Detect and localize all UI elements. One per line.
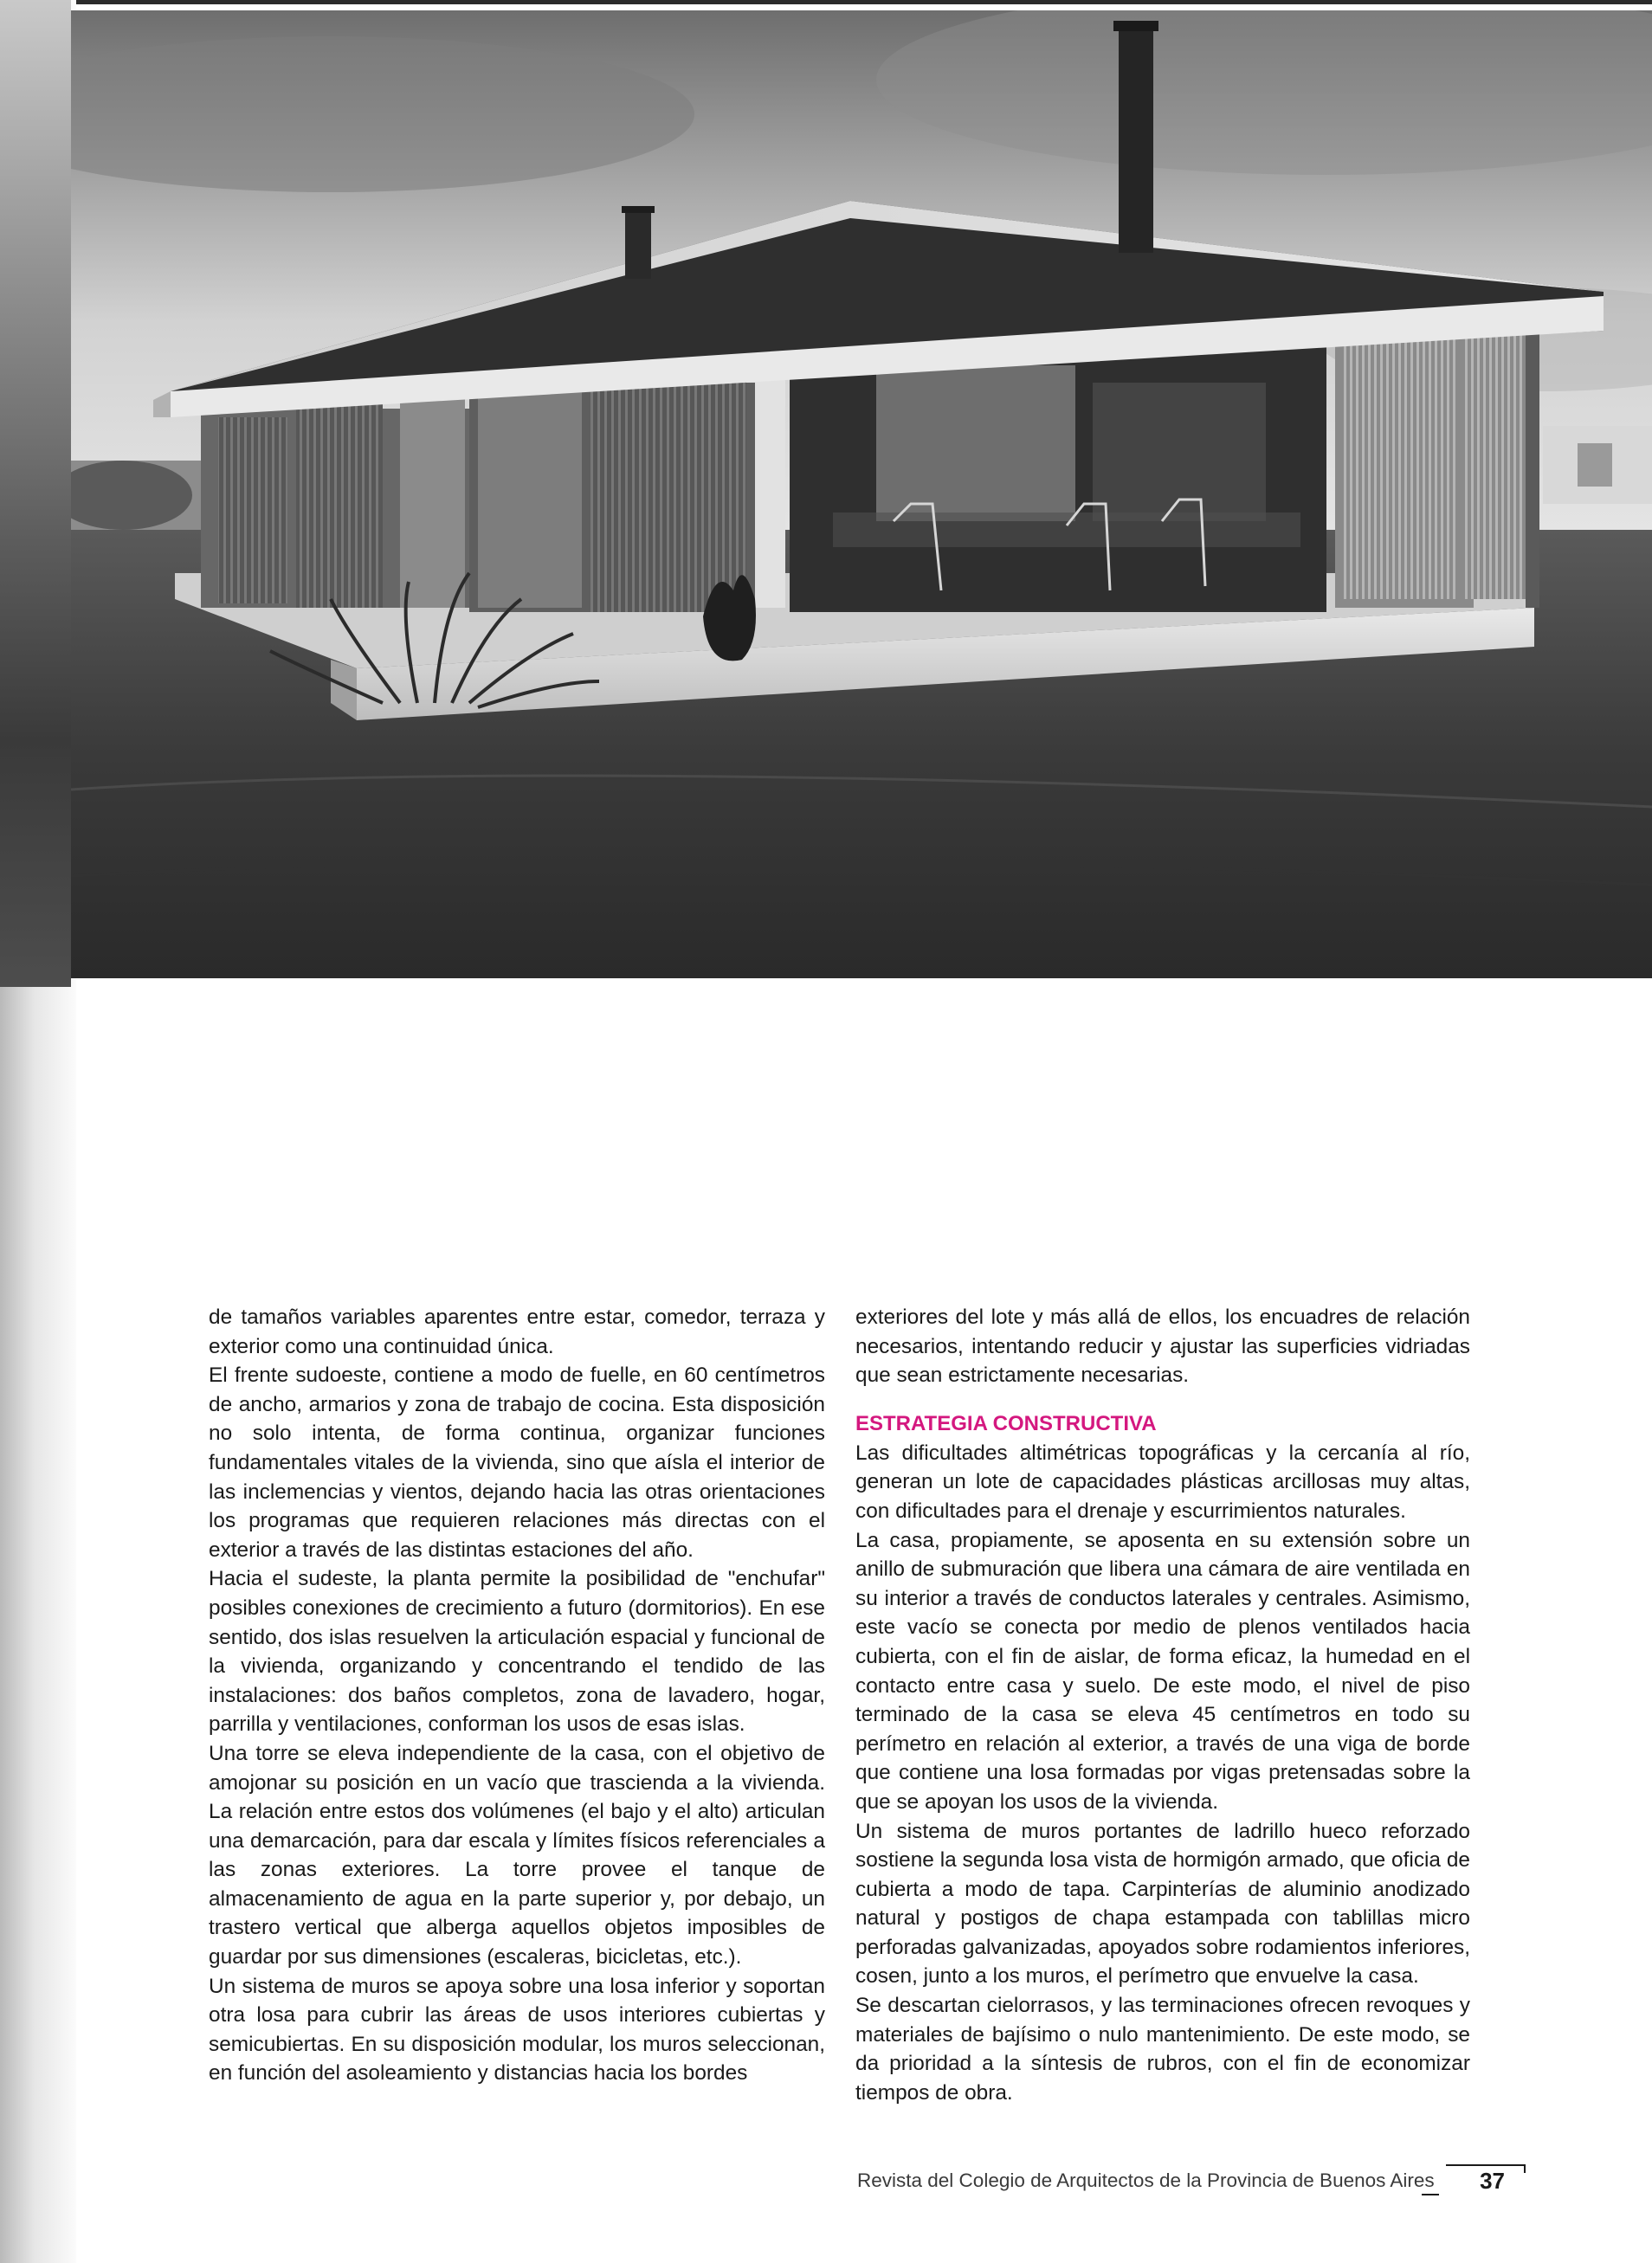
paragraph: El frente sudoeste, contiene a modo de fuelle, en 60 centímetros de ancho, armarios y zona de trabajo de cocina. Esta disposición no solo intenta, de forma continua, organizar funciones fundamentales vitales de la vivienda, sino que aísla el interior de las inclemencias y vientos, dejando hacia las otras orientaciones los programas que requieren relaciones más directas con el exterior a través de las distintas estaciones del año. xyxy=(209,1364,825,1562)
house-photo xyxy=(71,10,1652,978)
body-column-right xyxy=(855,1303,1470,2107)
paragraph: La casa, propiamente, se aposenta en su extensión sobre un anillo de submuración que libera una cámara de aire ventilada en su interior a través de conductos laterales y centrales. Asimismo, este vacío se conecta por medio de plenos ventilados hacia cubierta, con el fin de aislar, de forma eficaz, la humedad en el contacto entre casa y suelo. De este modo, el nivel de piso terminado de la casa se eleva 45 centímetros en todo su perímetro en relación al exterior, a través de una viga de borde que contiene una losa formadas por vigas pretensadas sobre la que se apoyan los usos de la vivienda. xyxy=(855,1528,1470,1814)
paragraph: exteriores del lote y más allá de ellos, los encuadres de relación necesarios, intentando reducir y ajustar las superficies vidriadas que sean estrictamente necesarias. xyxy=(855,1306,1470,1388)
page-number: 37 xyxy=(1480,2168,1505,2194)
section-heading: ESTRATEGIA CONSTRUCTIVA xyxy=(855,1411,1157,1435)
page-footer xyxy=(857,2157,1541,2192)
paragraph: Un sistema de muros se apoya sobre una losa inferior y soportan otra losa para cubrir las áreas de usos interiores cubiertas y semicubiertas. En su disposición modular, los muros seleccionan, en función del asoleamiento y distancias hacia los bordes xyxy=(209,1974,825,2086)
facing-page-photo-edge xyxy=(0,0,71,987)
tall-chimney xyxy=(1119,28,1153,253)
paragraph: Un sistema de muros portantes de ladrillo hueco reforzado sostiene la segunda losa vista de hormigón armado, que oficia de cubierta a modo de tapa. Carpinterías de aluminio anodizado natural y postigos de chapa estampada con tablillas micro perforadas galvanizadas, apoyados sobre rodamientos inferiores, cosen, junto a los muros, el perímetro que envuelve la casa. xyxy=(855,1819,1470,1989)
paragraph: Hacia el sudeste, la planta permite la posibilidad de "enchufar" posibles conexiones de crecimiento a futuro (dormitorios). En ese sentido, dos islas resuelven la articulación espacial y funcional de la vivienda, organizando y concentrando el tendido de las instalaciones: dos baños completos, zona de lavadero, hogar, parrilla y ventilaciones, conforman los usos de esas islas. xyxy=(209,1567,825,1737)
page-number-tick xyxy=(1524,2164,1526,2173)
paragraph: Las dificultades altimétricas topográficas y la cercanía al río, generan un lote de capacidades plásticas arcillosas muy altas, con dificultades para el drenaje y escurrimientos naturales. xyxy=(855,1441,1470,1523)
page-number-underscore xyxy=(1422,2194,1439,2195)
page-number-rule xyxy=(1446,2164,1526,2166)
body-column-left xyxy=(209,1303,825,2088)
small-chimney xyxy=(625,210,651,279)
paragraph: Una torre se eleva independiente de la casa, con el objetivo de amojonar su posición en un vacío que trascienda a la vivienda. La relación entre estos dos volúmenes (el bajo y el alto) articulan una demarcación, para dar escala y límites físicos referenciales a las zonas exteriores. La torre provee el tanque de almacenamiento de agua en la parte superior y, por debajo, un trastero vertical que alberga aquellos objetos imposibles de guardar por sus dimensiones (escaleras, bicicletas, etc.). xyxy=(209,1741,825,1970)
paragraph: Se descartan cielorrasos, y las terminaciones ofrecen revoques y materiales de bajísimo o nulo mantenimiento. De este modo, se da prioridad a la síntesis de rubros, con el fin de economizar tiempos de obra. xyxy=(855,1994,1470,2105)
top-rule xyxy=(0,0,1652,4)
paragraph: de tamaños variables aparentes entre estar, comedor, terraza y exterior como una continuidad única. xyxy=(209,1306,825,1358)
publication-name: Revista del Colegio de Arquitectos de la Provincia de Buenos Aires xyxy=(857,2170,1435,2191)
